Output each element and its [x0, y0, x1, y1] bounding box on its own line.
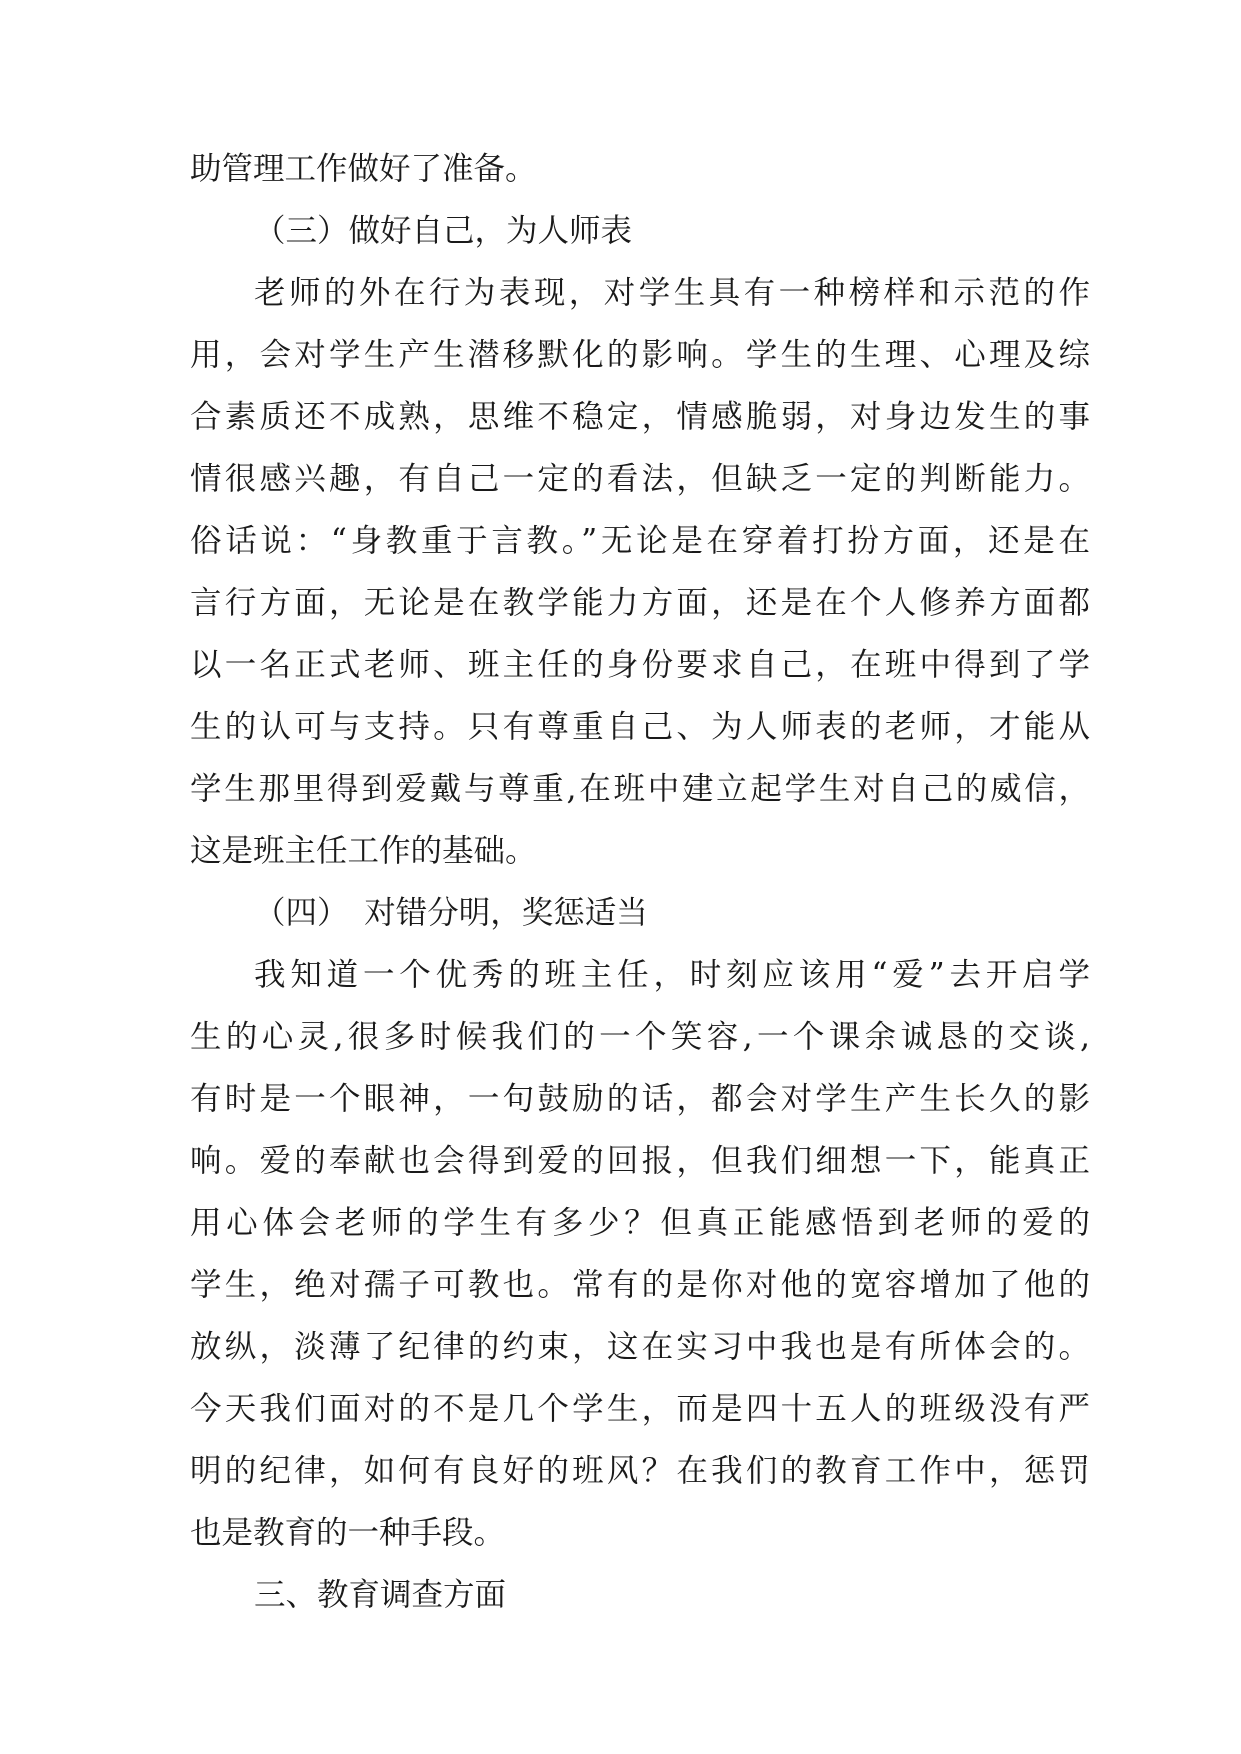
paragraph-line: 有时是一个眼神，一句鼓励的话，都会对学生产生长久的影 — [190, 1081, 1090, 1117]
paragraph-line: 生的认可与支持。只有尊重自己、为人师表的老师，才能从 — [190, 709, 1090, 745]
paragraph-line: 我知道一个优秀的班主任，时刻应该用“爱”去开启学 — [254, 957, 1090, 993]
section-heading: 三、教育调查方面 — [254, 1577, 507, 1613]
paragraph-line: 用，会对学生产生潜移默化的影响。学生的生理、心理及综 — [190, 337, 1090, 373]
paragraph-line: 学生，绝对孺子可教也。常有的是你对他的宽容增加了他的 — [190, 1267, 1090, 1303]
subsection-heading: （三）做好自己，为人师表 — [254, 213, 633, 249]
paragraph-line: 生的心灵,很多时候我们的一个笑容,一个课余诚恳的交谈, — [190, 1019, 1090, 1055]
paragraph-line: 助管理工作做好了准备。 — [190, 151, 537, 187]
paragraph-line: 放纵，淡薄了纪律的约束，这在实习中我也是有所体会的。 — [190, 1329, 1090, 1365]
paragraph-line: 情很感兴趣，有自己一定的看法，但缺乏一定的判断能力。 — [190, 461, 1090, 497]
paragraph-line: 明的纪律，如何有良好的班风？在我们的教育工作中，惩罚 — [190, 1453, 1090, 1489]
paragraph-line: 以一名正式老师、班主任的身份要求自己，在班中得到了学 — [190, 647, 1090, 683]
subsection-heading: （四） 对错分明，奖惩适当 — [254, 895, 648, 931]
paragraph-line: 响。爱的奉献也会得到爱的回报，但我们细想一下，能真正 — [190, 1143, 1090, 1179]
paragraph-line: 俗话说：“身教重于言教。”无论是在穿着打扮方面，还是在 — [190, 523, 1090, 559]
paragraph-line: 这是班主任工作的基础。 — [190, 833, 537, 869]
paragraph-line: 老师的外在行为表现，对学生具有一种榜样和示范的作 — [254, 275, 1090, 311]
paragraph-line: 用心体会老师的学生有多少？但真正能感悟到老师的爱的 — [190, 1205, 1090, 1241]
paragraph-line: 也是教育的一种手段。 — [190, 1515, 506, 1551]
paragraph-line: 合素质还不成熟，思维不稳定，情感脆弱，对身边发生的事 — [190, 399, 1090, 435]
paragraph-line: 今天我们面对的不是几个学生，而是四十五人的班级没有严 — [190, 1391, 1090, 1427]
paragraph-line: 学生那里得到爱戴与尊重,在班中建立起学生对自己的威信， — [190, 771, 1090, 807]
paragraph-line: 言行方面，无论是在教学能力方面，还是在个人修养方面都 — [190, 585, 1090, 621]
